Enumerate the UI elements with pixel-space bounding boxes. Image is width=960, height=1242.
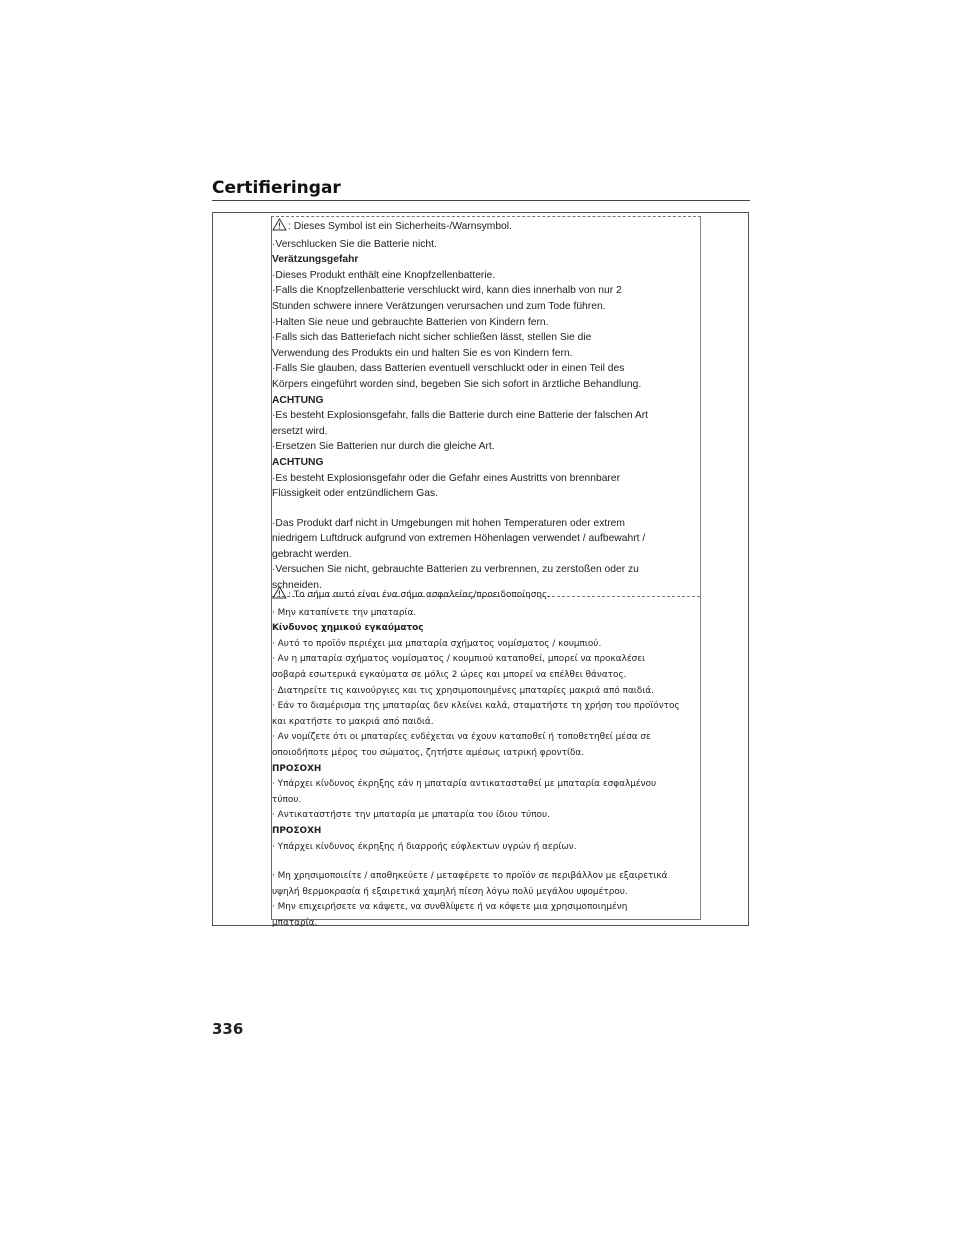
greek-heading: ΠΡΟΣΟΧΗ	[272, 763, 322, 774]
german-text-line: Stunden schwere innere Verätzungen verursachen und zum Tode führen.	[272, 300, 606, 312]
greek-text-line: · Διατηρείτε τις καινούργιες και τις χρησιμοποιημένες μπαταρίες μακριά από παιδιά.	[272, 685, 654, 696]
german-text-line: ·Es besteht Explosionsgefahr, falls die Batterie durch eine Batterie der falschen Art	[272, 410, 649, 422]
greek-heading: ΠΡΟΣΟΧΗ	[272, 825, 322, 836]
german-text-line: schneiden.	[272, 580, 322, 592]
german-text-line: ·Falls Sie glauben, dass Batterien eventuell verschluckt oder in einen Teil des	[272, 363, 625, 375]
greek-text-line: · Αν η μπαταρία σχήματος νομίσματος / κουμπιού καταποθεί, μπορεί να προκαλέσει	[272, 654, 646, 665]
warning-triangle-icon	[272, 586, 287, 606]
german-text-line: niedrigem Luftdruck aufgrund von extremen Höhenlagen verwendet / aufbewahrt /	[272, 533, 646, 545]
greek-text-line: · Μην επιχειρήσετε να κάψετε, να συνθλίψετε ή να κόψετε μια χρησιμοποιημένη	[272, 902, 628, 913]
german-text-line: ·Falls sich das Batteriefach nicht sicher schließen lässt, stellen Sie die	[272, 332, 592, 344]
german-text-line: ·Ersetzen Sie Batterien nur durch die gleiche Art.	[272, 441, 495, 453]
greek-text-line: · Αυτό το προϊόν περιέχει μια μπαταρία σχήματος νομίσματος / κουμπιού.	[272, 638, 602, 649]
greek-text-line: σοβαρά εσωτερικά εγκαύματα σε μόλις 2 ώρες και μπορεί να επέλθει θάνατος.	[272, 669, 627, 680]
certificate-frame	[212, 212, 749, 926]
greek-text-line: μπαταρία.	[272, 917, 318, 928]
german-text-line: ·Versuchen Sie nicht, gebrauchte Batterien zu verbrennen, zu zerstoßen oder zu	[272, 564, 639, 576]
german-text-line: ersetzt wird.	[272, 425, 328, 437]
german-text-line: ·Falls die Knopfzellenbatterie verschluckt wird, kann dies innerhalb von nur 2	[272, 285, 622, 297]
german-symbol-line	[272, 218, 700, 237]
german-text-line: ·Verschlucken Sie die Batterie nicht.	[272, 238, 437, 250]
greek-text-line: οποιοδήποτε μέρος του σώματος, ζητήστε αμέσως ιατρική φροντίδα.	[272, 747, 585, 758]
greek-text-line: · Αντικαταστήστε την μπαταρία με μπαταρία του ίδιου τύπου.	[272, 810, 550, 821]
german-warning-block	[272, 218, 700, 597]
greek-symbol-line	[272, 586, 700, 606]
german-text-line: Körpers eingeführt worden sind, begeben Sie sich sofort in ärztliche Behandlung.	[272, 378, 642, 390]
page-number: 336	[212, 1020, 244, 1038]
greek-warning-block	[272, 586, 700, 931]
german-text-line: gebracht werden.	[272, 548, 352, 560]
warning-triangle-icon	[272, 218, 287, 237]
german-text-line: ·Es besteht Explosionsgefahr oder die Gefahr eines Austritts von brennbarer	[272, 472, 621, 484]
paragraph-gap	[272, 502, 700, 516]
greek-text-line: · Μην καταπίνετε την μπαταρία.	[272, 607, 417, 618]
greek-text-line: · Υπάρχει κίνδυνος έκρηξης εάν η μπαταρία αντικατασταθεί με μπαταρία εσφαλμένου	[272, 779, 657, 790]
certificate-right-border	[700, 217, 701, 919]
title-divider	[212, 200, 750, 201]
german-text-line: Flüssigkeit oder entzündlichem Gas.	[272, 488, 438, 500]
german-text-line: ·Halten Sie neue und gebrauchte Batterien von Kindern fern.	[272, 316, 549, 328]
german-text-line: Verwendung des Produkts ein und halten Sie es von Kindern fern.	[272, 347, 573, 359]
greek-text-line: · Μη χρησιμοποιείτε / αποθηκεύετε / μεταφέρετε το προϊόν σε περιβάλλον με εξαιρετικά	[272, 871, 668, 882]
greek-text-line: · Εάν το διαμέρισμα της μπαταρίας δεν κλείνει καλά, σταματήστε τη χρήση του προϊόντος	[272, 701, 680, 712]
german-heading: ACHTUNG	[272, 456, 324, 468]
german-symbol-text: : Dieses Symbol ist ein Sicherheits-/Warnsymbol.	[288, 221, 512, 232]
greek-text-line: και κρατήστε το μακριά από παιδιά.	[272, 716, 434, 727]
german-text-line: ·Das Produkt darf nicht in Umgebungen mit hohen Temperaturen oder extrem	[272, 517, 625, 529]
section-title: Certifieringar	[212, 178, 341, 198]
german-text-line: ·Dieses Produkt enthält eine Knopfzellenbatterie.	[272, 269, 496, 281]
greek-text-line: τύπου.	[272, 794, 302, 805]
german-heading: Verätzungsgefahr	[272, 254, 359, 266]
german-heading: ACHTUNG	[272, 394, 324, 406]
greek-text-line: υψηλή θερμοκρασία ή εξαιρετικά χαμηλή πίεση λόγω πολύ μεγάλου υψομέτρου.	[272, 886, 628, 897]
greek-text-line: · Υπάρχει κίνδυνος έκρηξης ή διαρροής εύφλεκτων υγρών ή αερίων.	[272, 841, 577, 852]
greek-heading: Κίνδυνος χημικού εγκαύματος	[272, 623, 424, 634]
paragraph-gap	[272, 855, 700, 869]
greek-symbol-text: : Το σήμα αυτό είναι ένα σήμα ασφαλείας/προειδοποίησης.	[288, 590, 551, 600]
greek-text-line: · Αν νομίζετε ότι οι μπαταρίες ενδέχεται να έχουν καταποθεί ή τοποθετηθεί μέσα σε	[272, 732, 651, 743]
